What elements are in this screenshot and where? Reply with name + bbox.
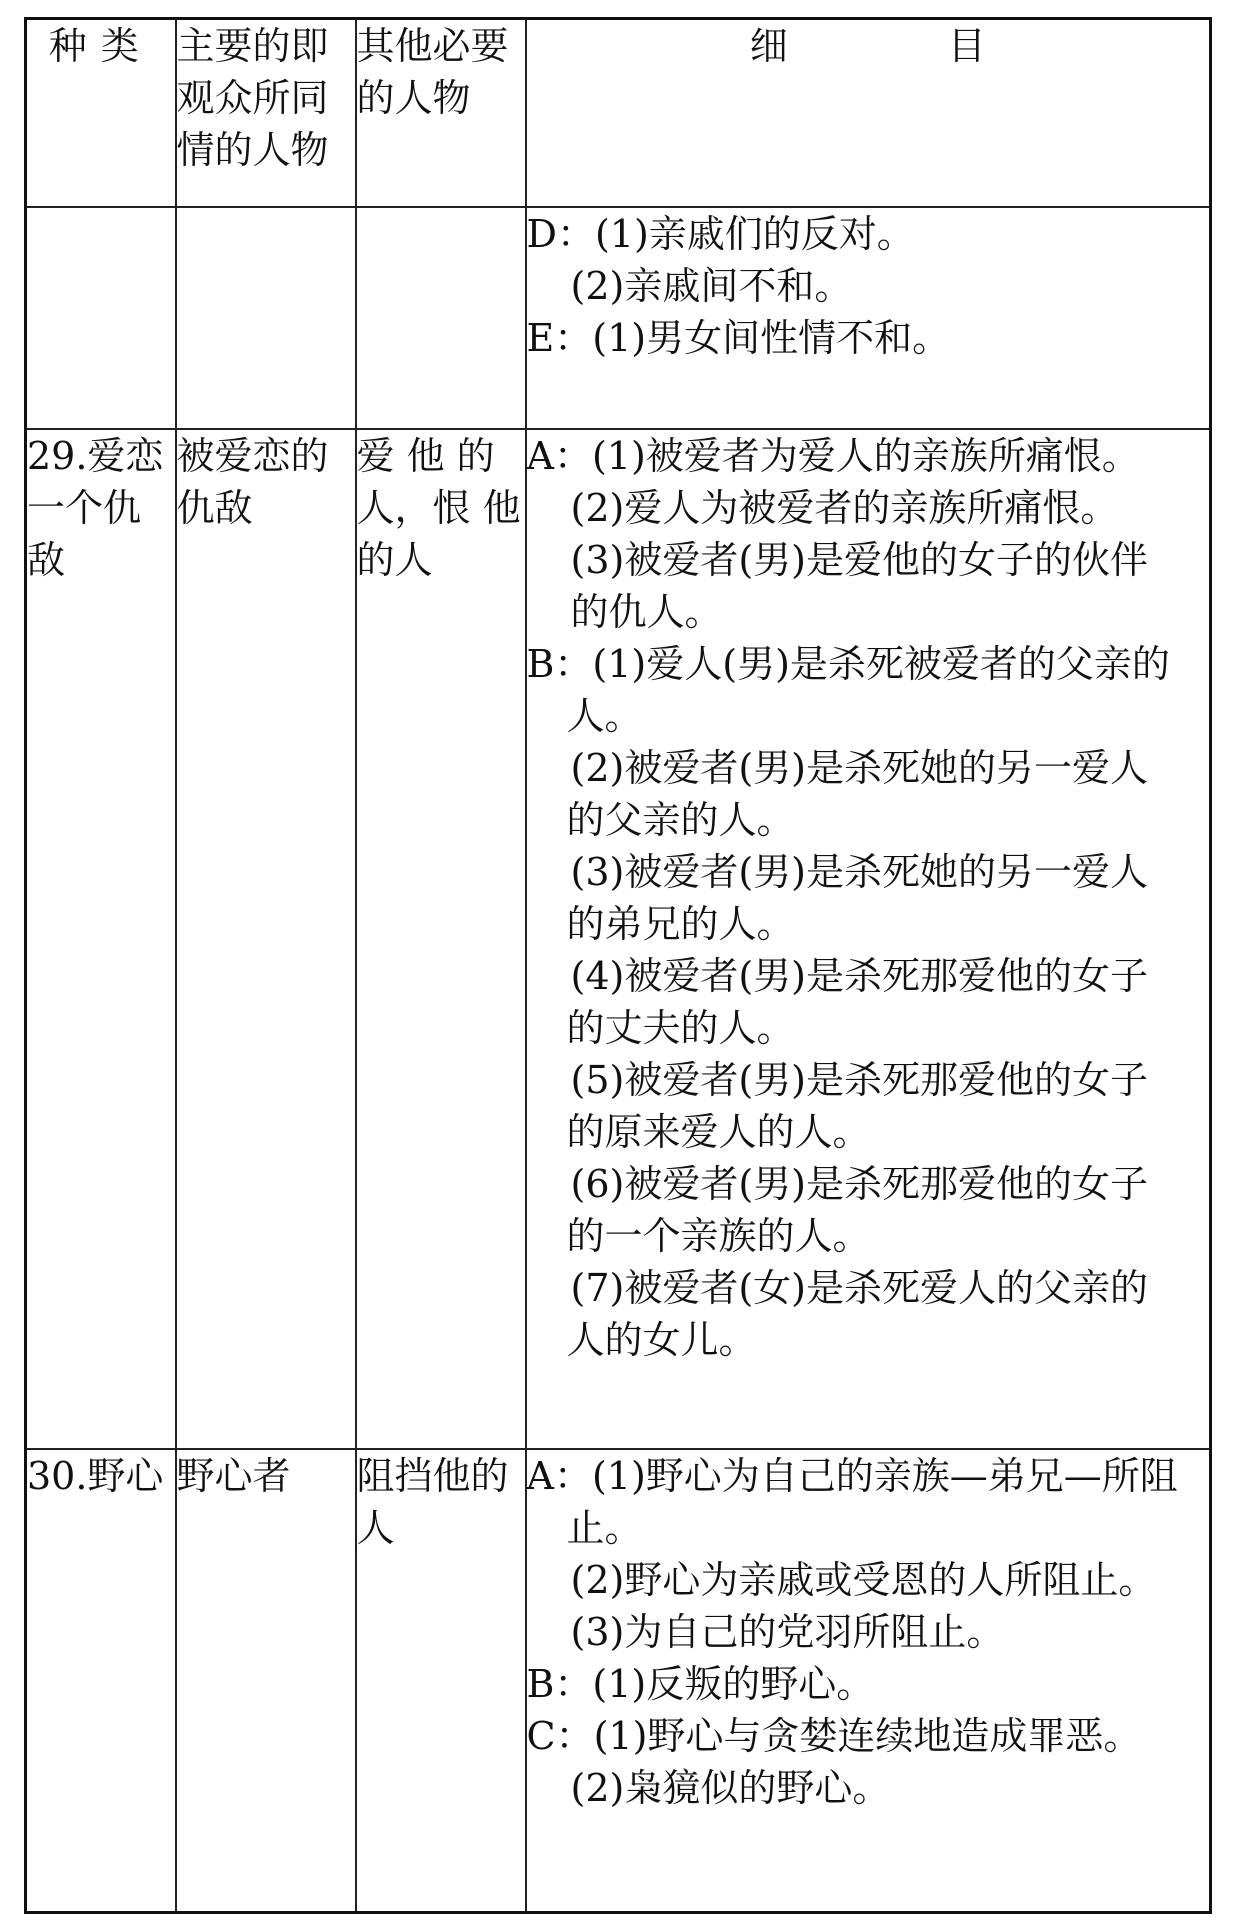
detail-line: (2)被爱者(男)是杀死她的另一爱人 [570,746,1148,790]
detail-line: 的父亲的人。 [566,798,795,842]
category-line: 29.爱恋 [27,434,164,478]
header-category: 种类 [26,19,176,208]
header-details-char: 目 [947,24,986,68]
detail-line: 的丈夫的人。 [566,1006,795,1050]
header-other-characters [356,19,526,208]
category-line: 敌 [27,538,66,582]
table-row [26,1449,1211,1912]
detail-line: (7)被爱者(女)是杀死爱人的父亲的 [570,1266,1148,1310]
detail-line: D：(1)亲戚们的反对。 [526,212,915,256]
detail-line: 的弟兄的人。 [566,902,795,946]
detail-line: (6)被爱者(男)是杀死那爱他的女子 [570,1162,1148,1206]
other-characters-cell [356,429,526,1449]
other-characters-cell [356,207,526,429]
detail-line: (2)野心为亲戚或受恩的人所阻止。 [570,1558,1157,1602]
detail-line: 人。 [566,694,643,738]
other-characters-line: 阻挡他的 [356,1454,509,1498]
header-main-line: 观众所同 [176,76,329,120]
category-cell [26,207,176,429]
details-cell [526,207,1211,429]
header-row [26,19,1211,208]
other-characters-line: 爱 他 的 [356,434,495,478]
detail-line: A：(1)野心为自己的亲族—弟兄—所阻 [526,1454,1178,1498]
detail-line: (2)亲戚间不和。 [570,264,853,308]
category-cell [26,1449,176,1912]
header-details-char: 细 [749,24,788,68]
detail-line: (2)爱人为被爱者的亲族所痛恨。 [570,486,1119,530]
details-cell [526,429,1211,1449]
detail-line: 止。 [566,1506,643,1550]
other-characters-line: 的人 [356,538,433,582]
detail-line: 的原来爱人的人。 [566,1110,871,1154]
detail-line: 的仇人。 [570,590,723,634]
header-details [526,19,1211,208]
main-character-line: 被爱恋的 [176,434,329,478]
header-other-line: 其他必要 [356,24,509,68]
other-characters-line: 人 [356,1506,395,1550]
main-character-line: 仇敌 [176,486,253,530]
header-main-line: 主要的即 [176,24,329,68]
detail-line: E：(1)男女间性情不和。 [526,316,951,360]
detail-line: (2)枭獍似的野心。 [570,1766,891,1810]
detail-line: (4)被爱者(男)是杀死那爱他的女子 [570,954,1148,998]
category-cell [26,429,176,1449]
table-row [26,429,1211,1449]
header-other-line: 的人物 [356,76,471,120]
detail-line: (3)被爱者(男)是杀死她的另一爱人 [570,850,1148,894]
detail-line: 的一个亲族的人。 [566,1214,871,1258]
table-row [26,207,1211,429]
detail-line: B：(1)爱人(男)是杀死被爱者的父亲的 [526,642,1170,686]
detail-line: C：(1)野心与贪婪连续地造成罪恶。 [526,1714,1142,1758]
main-character-cell [176,207,356,429]
main-character-line: 野心者 [176,1454,291,1498]
detail-line: (3)被爱者(男)是爱他的女子的伙伴 [570,538,1148,582]
detail-line: 人的女儿。 [566,1318,757,1362]
other-characters-cell [356,1449,526,1912]
category-line: 30.野心 [27,1454,164,1498]
main-character-cell [176,1449,356,1912]
details-cell [526,1449,1211,1912]
detail-line: B：(1)反叛的野心。 [526,1662,875,1706]
detail-line: (5)被爱者(男)是杀死那爱他的女子 [570,1058,1148,1102]
detail-line: A：(1)被爱者为爱人的亲族所痛恨。 [526,434,1140,478]
category-line: 一个仇 [27,486,142,530]
header-main-character [176,19,356,208]
main-character-cell [176,429,356,1449]
other-characters-line: 人，恨 他 [356,486,521,530]
catalog-table [24,17,1212,1914]
header-main-line: 情的人物 [176,128,329,172]
detail-line: (3)为自己的党羽所阻止。 [570,1610,1005,1654]
